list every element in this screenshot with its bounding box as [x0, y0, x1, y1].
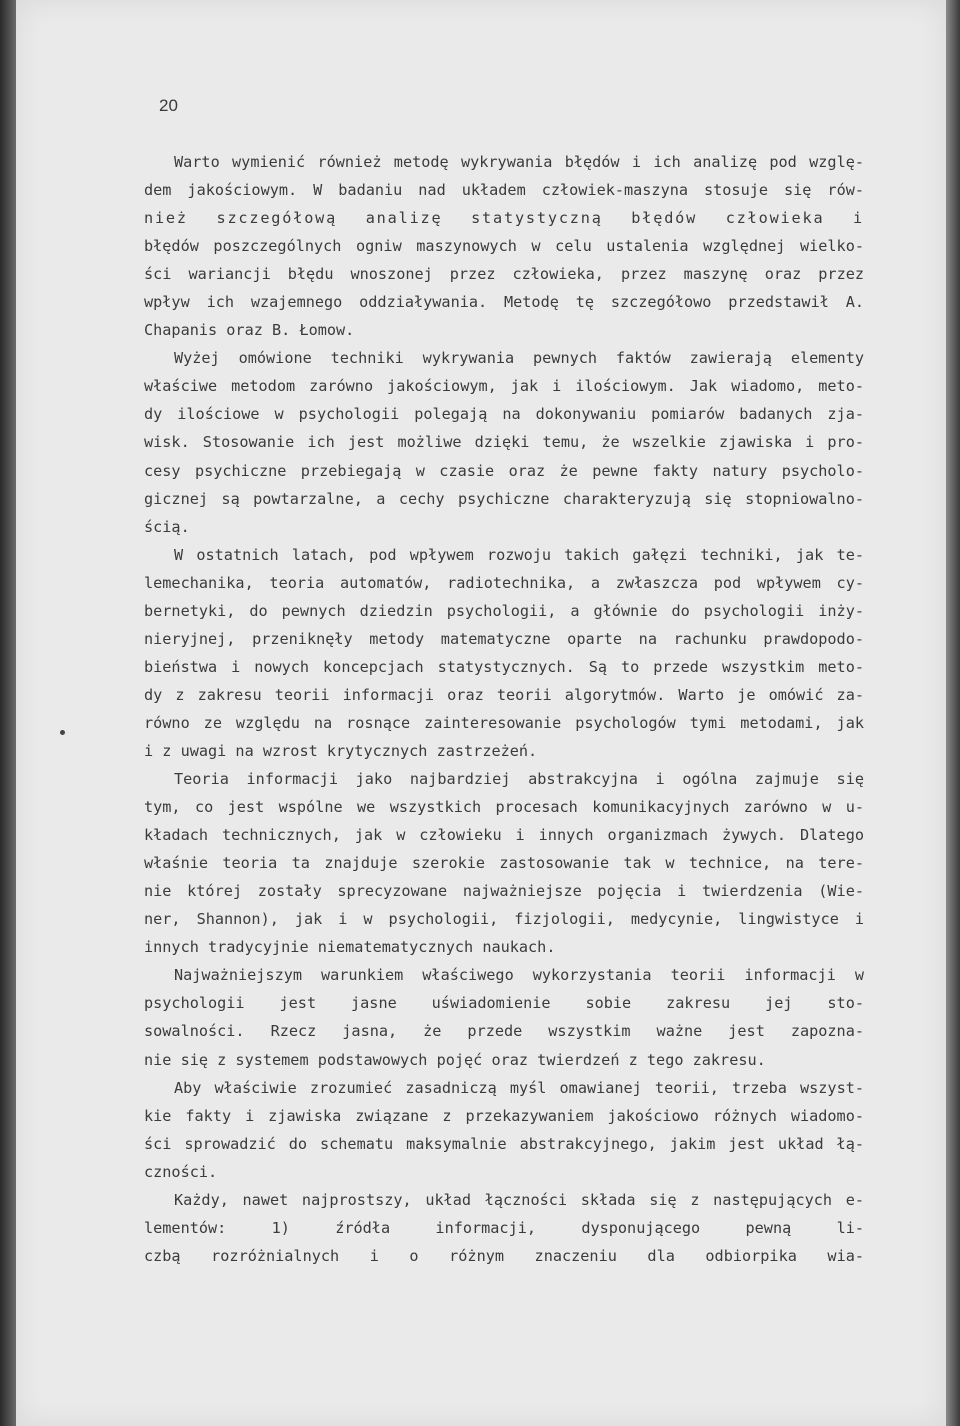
- text-line: innych tradycyjnie niematematycznych naukach.: [144, 938, 556, 957]
- text-line: [144, 204, 864, 232]
- text-line: czności.: [144, 1162, 218, 1181]
- text-line: bernetyki, do pewnych dziedzin psychologii, a głównie do psychologii inży-: [144, 601, 864, 620]
- text-line: nieryjnej, przeniknęły metody matematyczne oparte na rachunku prawdopodo-: [144, 629, 864, 648]
- text-line: wpływ ich wzajemnego oddziaływania. Metodę tę szczegółowo przedstawił A.: [144, 293, 864, 312]
- text-line: właśnie teoria ta znajduje szerokie zastosowanie tak w technice, na tere-: [144, 854, 864, 873]
- text-line: kie fakty i zjawiska związane z przekazywaniem jakościowo różnych wiadomo-: [144, 1106, 864, 1125]
- page-number: 20: [159, 96, 178, 115]
- text-line: Warto wymienić również metodę wykrywania błędów i ich analizę pod wzglę-: [174, 153, 864, 171]
- text-line: dy z zakresu teorii informacji oraz teorii algorytmów. Warto je omówić za-: [144, 685, 864, 704]
- text-line: równo ze względu na rosnące zainteresowanie psychologów tymi metodami, jak: [144, 713, 864, 732]
- text-line: ner, Shannon), jak i w psychologii, fizjologii, medycynie, lingwistyce i: [144, 910, 864, 929]
- text-line: Aby właściwie zrozumieć zasadniczą myśl omawianej teorii, trzeba wszyst-: [174, 1078, 864, 1097]
- text-line: gicznej są powtarzalne, a cechy psychiczne charakteryzują się stopniowalno-: [144, 489, 864, 508]
- text-line: Chapanis oraz B. Łomow.: [144, 321, 355, 340]
- text-line: tym, co jest wspólne we wszystkich procesach komunikacyjnych zarówno w u-: [144, 798, 864, 817]
- document-page: [16, 0, 946, 1426]
- text-line: bieństwa i nowych koncepcjach statystycznych. Są to przede wszystkim meto-: [144, 657, 864, 676]
- text-line: dem jakościowym. W badaniu nad układem człowiek-maszyna stosuje się rów-: [144, 181, 864, 200]
- text-line: Każdy, nawet najprostszy, układ łączności składa się z następujących e-: [174, 1190, 864, 1209]
- text-line: nie której zostały sprecyzowane najważniejsze pojęcia i twierdzenia (Wie-: [144, 882, 864, 901]
- text-line: ści wariancji błędu wnoszonej przez człowieka, przez maszynę oraz przez: [144, 265, 864, 284]
- text-line: nie się z systemem podstawowych pojęć oraz twierdzeń z tego zakresu.: [144, 1050, 766, 1069]
- text-line: dy ilościowe w psychologii polegają na dokonywaniu pomiarów badanych zja-: [144, 405, 864, 424]
- text-line: cesy psychiczne przebiegają w czasie oraz że pewne fakty natury psycholo-: [144, 461, 864, 480]
- text-line: W ostatnich latach, pod wpływem rozwoju takich gałęzi techniki, jak te-: [174, 545, 864, 564]
- text-line: sowalności. Rzecz jasna, że przede wszystkim ważne jest zapozna-: [144, 1022, 864, 1041]
- body-text: [144, 148, 864, 1270]
- text-line: czbą rozróżnialnych i o różnym znaczeniu dla odbiorpika wia-: [144, 1246, 864, 1265]
- text-line: Teoria informacji jako najbardziej abstrakcyjna i ogólna zajmuje się: [174, 770, 864, 789]
- text-line: wisk. Stosowanie ich jest możliwe dzięki temu, że wszelkie zjawiska i pro-: [144, 433, 864, 452]
- scan-left-edge: [0, 0, 16, 1426]
- text-line: lementów: 1) źródła informacji, dysponującego pewną li-: [144, 1218, 864, 1237]
- text-line: psychologii jest jasne uświadomienie sobie zakresu jej sto-: [144, 994, 864, 1013]
- text-line: ści sprowadzić do schematu maksymalnie abstrakcyjnego, jakim jest układ łą-: [144, 1134, 864, 1153]
- text-line: błędów poszczególnych ogniw maszynowych w celu ustalenia względnej wielko-: [144, 237, 864, 256]
- text-line: kładach technicznych, jak w człowieku i innych organizmach żywych. Dlatego: [144, 826, 864, 845]
- scan-right-edge: [946, 0, 960, 1426]
- text-line: Najważniejszym warunkiem właściwego wykorzystania teorii informacji w: [174, 966, 864, 985]
- scan-speck: [60, 730, 65, 735]
- text-line: ścią.: [144, 517, 190, 536]
- text-line: i z uwagi na wzrost krytycznych zastrzeżeń.: [144, 741, 538, 760]
- text-line: Wyżej omówione techniki wykrywania pewnych faktów zawierają elementy: [174, 349, 864, 368]
- text-fragment: nież szczegółową analizę statystyczną błędów człowieka i: [144, 209, 864, 228]
- text-line: właściwe metodom zarówno jakościowym, jak i ilościowym. Jak wiadomo, meto-: [144, 377, 864, 396]
- text-line: lemechanika, teoria automatów, radiotechnika, a zwłaszcza pod wpływem cy-: [144, 573, 864, 592]
